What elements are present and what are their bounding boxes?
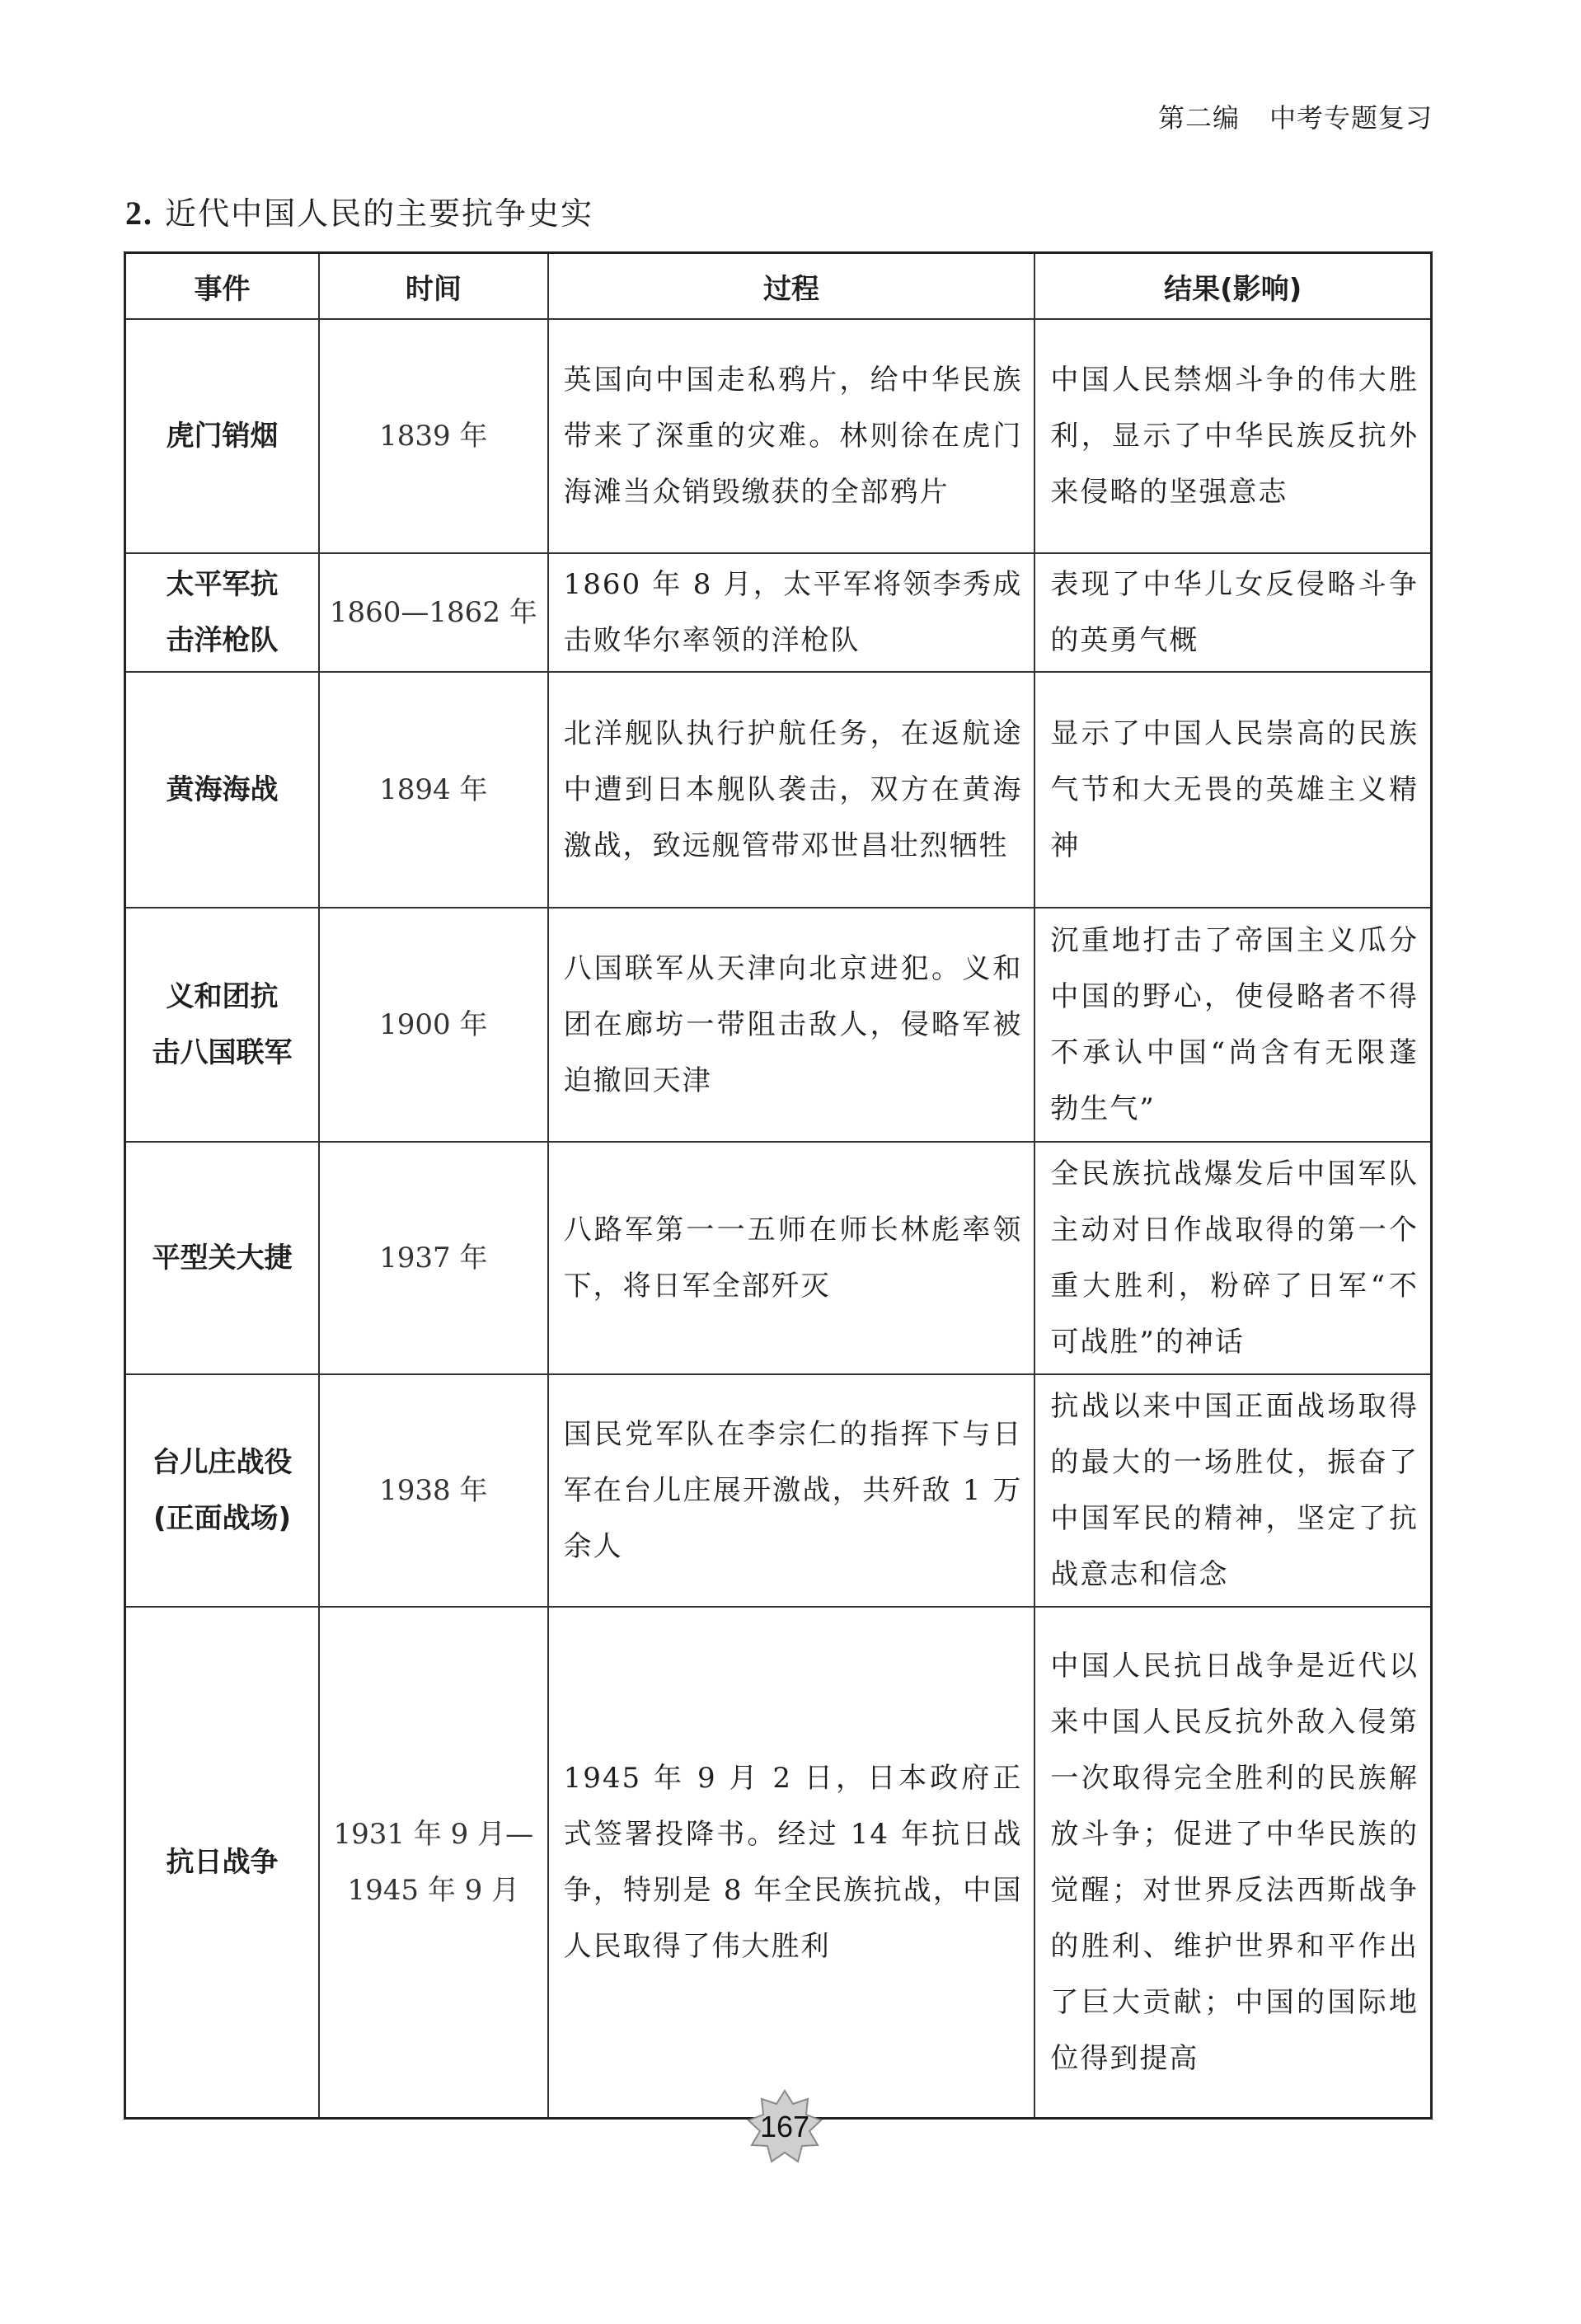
- table-row: [125, 908, 1432, 1142]
- table-row: [125, 553, 1432, 672]
- event-cell: [125, 1607, 320, 2118]
- result-cell: 抗战以来中国正面战场取得的最大的一场胜仗，振奋了中国军民的精神，坚定了抗战意志和信念: [1034, 1374, 1431, 1607]
- event-line: 抗日战争: [166, 1845, 279, 1879]
- header-title: 中考专题复习: [1269, 102, 1433, 134]
- time-line: 1839 年: [379, 420, 488, 453]
- section-title-text: 近代中国人民的主要抗争史实: [165, 195, 594, 232]
- process-cell: 八路军第一一五师在师长林彪率领下，将日军全部歼灭: [548, 1142, 1035, 1374]
- event-line: 平型关大捷: [152, 1242, 293, 1275]
- table-row: [125, 672, 1432, 908]
- time-line: 1945 年 9 月: [347, 1873, 520, 1907]
- time-line: 1900 年: [379, 1008, 488, 1041]
- header-time: 时间: [319, 253, 548, 320]
- header-result: 结果(影响): [1034, 253, 1431, 320]
- event-line: 虎门销烟: [166, 420, 279, 453]
- process-cell: 英国向中国走私鸦片，给中华民族带来了深重的灾难。林则徐在虎门海滩当众销毁缴获的全部鸦片: [548, 319, 1035, 553]
- time-cell: [319, 553, 548, 672]
- process-cell: 1860 年 8 月，太平军将领李秀成击败华尔率领的洋枪队: [548, 553, 1035, 672]
- time-line: 1937 年: [379, 1242, 488, 1275]
- process-cell: 1945 年 9 月 2 日，日本政府正式签署投降书。经过 14 年抗日战争，特别是 8 年全民族抗战，中国人民取得了伟大胜利: [548, 1607, 1035, 2118]
- result-cell: 沉重地打击了帝国主义瓜分中国的野心，使侵略者不得不承认中国“尚含有无限蓬勃生气”: [1034, 908, 1431, 1142]
- header-event: 事件: [125, 253, 320, 320]
- event-cell: [125, 1142, 320, 1374]
- event-line: 击洋枪队: [166, 624, 279, 657]
- event-line: 台儿庄战役: [152, 1446, 293, 1479]
- result-cell: 显示了中国人民崇高的民族气节和大无畏的英雄主义精神: [1034, 672, 1431, 908]
- event-cell: [125, 1374, 320, 1607]
- event-line: 黄海海战: [166, 773, 279, 806]
- section-number: 2.: [125, 195, 153, 232]
- struggle-history-table: [124, 251, 1433, 2120]
- page-header: [1158, 97, 1433, 135]
- table-row: [125, 1607, 1432, 2118]
- result-cell: 全民族抗战爆发后中国军队主动对日作战取得的第一个重大胜利，粉碎了日军“不可战胜”的神话: [1034, 1142, 1431, 1374]
- process-cell: 八国联军从天津向北京进犯。义和团在廊坊一带阻击敌人，侵略军被迫撤回天津: [548, 908, 1035, 1142]
- page-number: 167: [759, 2110, 810, 2143]
- table-header-row: [125, 253, 1432, 320]
- event-line: 击八国联军: [152, 1036, 293, 1069]
- time-line: 1931 年 9 月—: [333, 1817, 534, 1851]
- event-cell: [125, 672, 320, 908]
- section-title: [125, 188, 593, 233]
- event-line: (正面战场): [152, 1502, 292, 1535]
- page-number-badge: [745, 2087, 824, 2167]
- event-line: 太平军抗: [166, 568, 279, 601]
- result-cell: 中国人民禁烟斗争的伟大胜利，显示了中华民族反抗外来侵略的坚强意志: [1034, 319, 1431, 553]
- time-line: 1938 年: [379, 1474, 488, 1507]
- result-cell: 中国人民抗日战争是近代以来中国人民反抗外敌入侵第一次取得完全胜利的民族解放斗争；促进了中华民族的觉醒；对世界反法西斯战争的胜利、维护世界和平作出了巨大贡献；中国的国际地位得到提高: [1034, 1607, 1431, 2118]
- header-part: 第二编: [1157, 102, 1240, 134]
- time-cell: [319, 319, 548, 553]
- time-cell: [319, 908, 548, 1142]
- time-cell: [319, 1374, 548, 1607]
- table-row: [125, 1142, 1432, 1374]
- event-cell: [125, 908, 320, 1142]
- time-line: 1860—1862 年: [329, 596, 537, 629]
- time-line: 1894 年: [379, 773, 488, 806]
- process-cell: 北洋舰队执行护航任务，在返航途中遭到日本舰队袭击，双方在黄海激战，致远舰管带邓世昌壮烈牺牲: [548, 672, 1035, 908]
- process-cell: 国民党军队在李宗仁的指挥下与日军在台儿庄展开激战，共歼敌 1 万余人: [548, 1374, 1035, 1607]
- header-process: 过程: [548, 253, 1035, 320]
- event-line: 义和团抗: [166, 980, 279, 1013]
- table-row: [125, 1374, 1432, 1607]
- time-cell: [319, 672, 548, 908]
- time-cell: [319, 1142, 548, 1374]
- time-cell: [319, 1607, 548, 2118]
- event-cell: [125, 319, 320, 553]
- result-cell: 表现了中华儿女反侵略斗争的英勇气概: [1034, 553, 1431, 672]
- event-cell: [125, 553, 320, 672]
- table-row: [125, 319, 1432, 553]
